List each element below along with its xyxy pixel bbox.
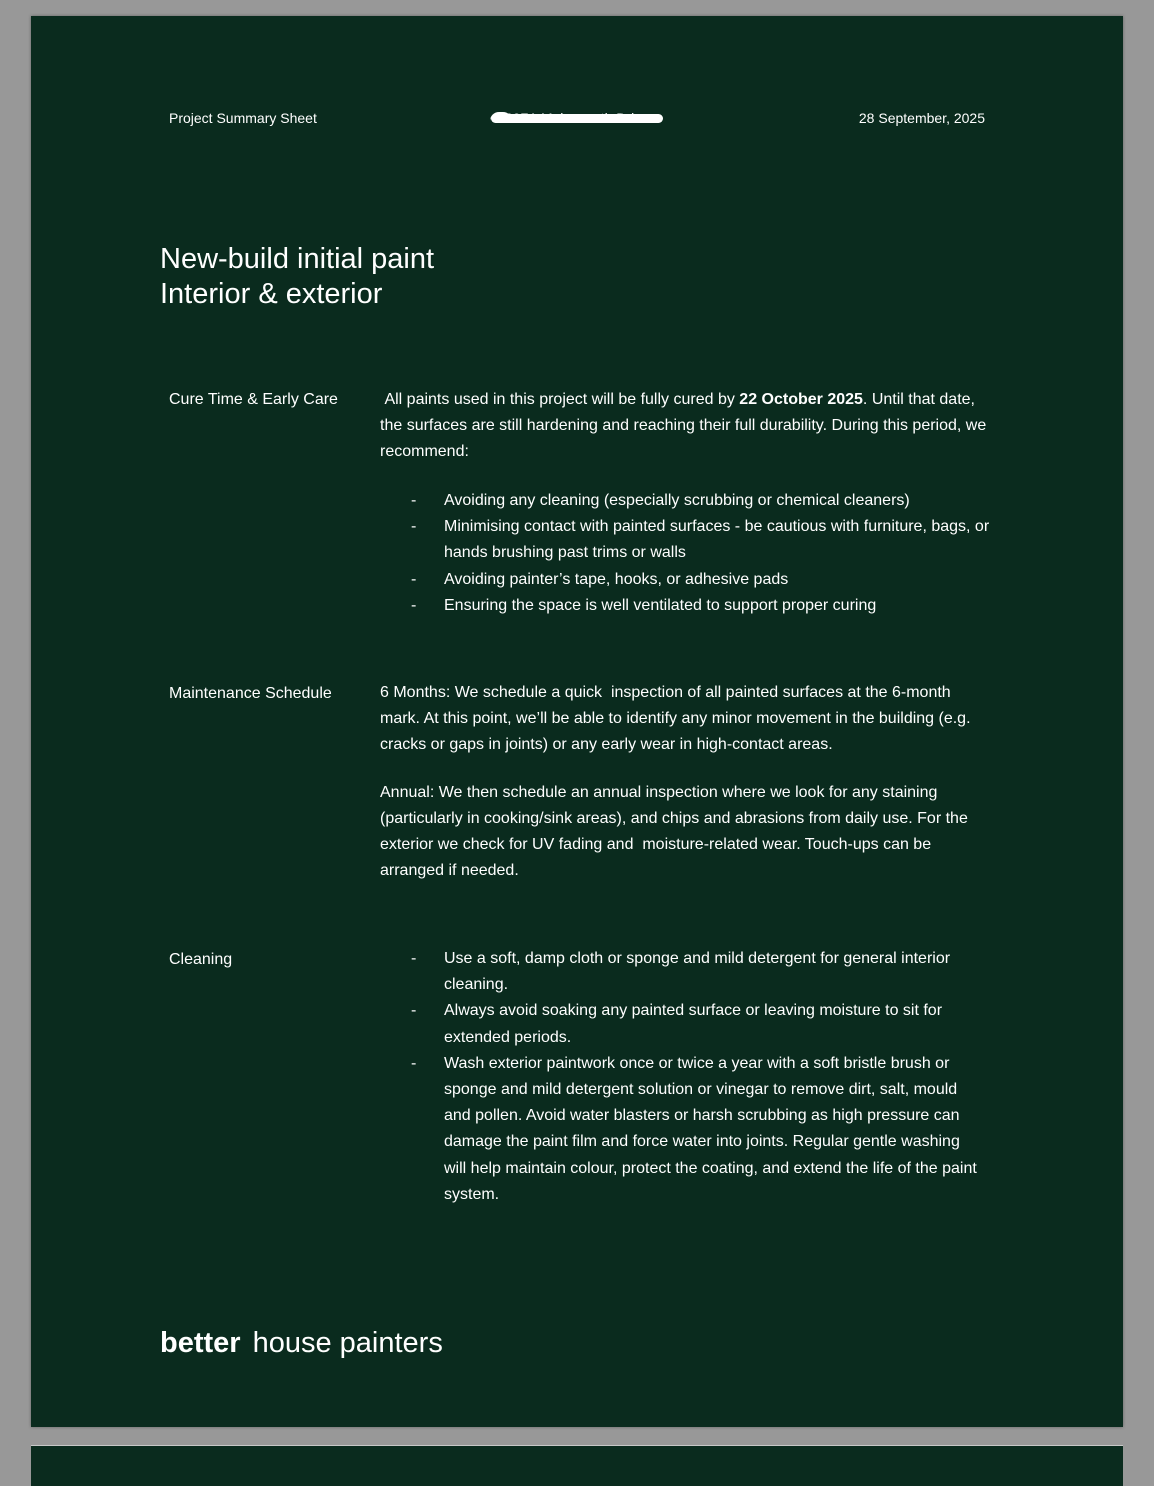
redaction-scribble-hook bbox=[490, 112, 512, 121]
next-document-page bbox=[31, 1445, 1123, 1486]
maintenance-annual: Annual: We then schedule an annual inspection where we look for any staining (particularly in cooking/sink areas), and chips and abrasions from daily use. For the exterior we check for UV fading and moisture-related wear. Touch-ups can be arranged if needed. bbox=[380, 783, 973, 880]
document-page bbox=[31, 16, 1123, 1427]
company-logo bbox=[160, 1325, 443, 1361]
header-doc-type: Project Summary Sheet bbox=[169, 110, 317, 126]
logo-regular-words: house painters bbox=[252, 1327, 443, 1359]
title-line-1: New-build initial paint bbox=[160, 243, 435, 275]
redaction-scribble bbox=[491, 114, 663, 123]
cleaning-bullet: - Use a soft, damp cloth or sponge and mild detergent for general interior cleaning. bbox=[411, 946, 986, 998]
cure-bullet: - Minimising contact with painted surfaces - be cautious with furniture, bags, or hands brushing past trims or walls bbox=[411, 514, 991, 566]
section-label-cure: Cure Time & Early Care bbox=[169, 391, 338, 408]
page-title bbox=[160, 242, 434, 312]
title-line-2: Interior & exterior bbox=[160, 278, 383, 310]
cure-intro-paragraph bbox=[380, 387, 990, 466]
maintenance-6-months: 6 Months: We schedule a quick inspection of all painted surfaces at the 6-month mark. At this point, we’ll be able to identify any minor movement in the building (e.g. cracks or gaps in joints) or any early wear in high-contact areas. bbox=[380, 684, 975, 754]
cure-date: 22 October 2025 bbox=[739, 391, 863, 408]
header-date: 28 September, 2025 bbox=[858, 110, 985, 126]
cleaning-bullet-list bbox=[411, 946, 986, 1208]
cure-intro-after: . Until that date, the surfaces are still hardening and reaching their full durability. During this period, we recommend: bbox=[380, 391, 987, 461]
cure-bullet: - Avoiding any cleaning (especially scrubbing or chemical cleaners) bbox=[411, 488, 991, 514]
maintenance-body bbox=[380, 680, 990, 884]
cure-bullet: - Avoiding painter’s tape, hooks, or adhesive pads bbox=[411, 567, 991, 593]
section-label-maintenance: Maintenance Schedule bbox=[169, 685, 332, 702]
logo-bold-word: better bbox=[160, 1327, 241, 1359]
cure-bullet: - Ensuring the space is well ventilated to support proper curing bbox=[411, 593, 991, 619]
cure-intro bbox=[380, 387, 990, 466]
cure-bullet-list bbox=[411, 488, 991, 619]
section-label-cleaning: Cleaning bbox=[169, 951, 233, 968]
header-address bbox=[493, 109, 661, 127]
cleaning-bullet: - Always avoid soaking any painted surface or leaving moisture to sit for extended periods. bbox=[411, 998, 986, 1050]
cure-intro-before: All paints used in this project will be fully cured by bbox=[380, 391, 740, 408]
cleaning-bullet: - Wash exterior paintwork once or twice a year with a soft bristle brush or sponge and mild detergent solution or vinegar to remove dirt, salt, mould and pollen. Avoid water blasters or harsh scrubbing as high pressure can damage the paint film and force water into joints. Regular gentle washing will help maintain colour, protect the coating, and extend the life of the paint system. bbox=[411, 1051, 986, 1208]
